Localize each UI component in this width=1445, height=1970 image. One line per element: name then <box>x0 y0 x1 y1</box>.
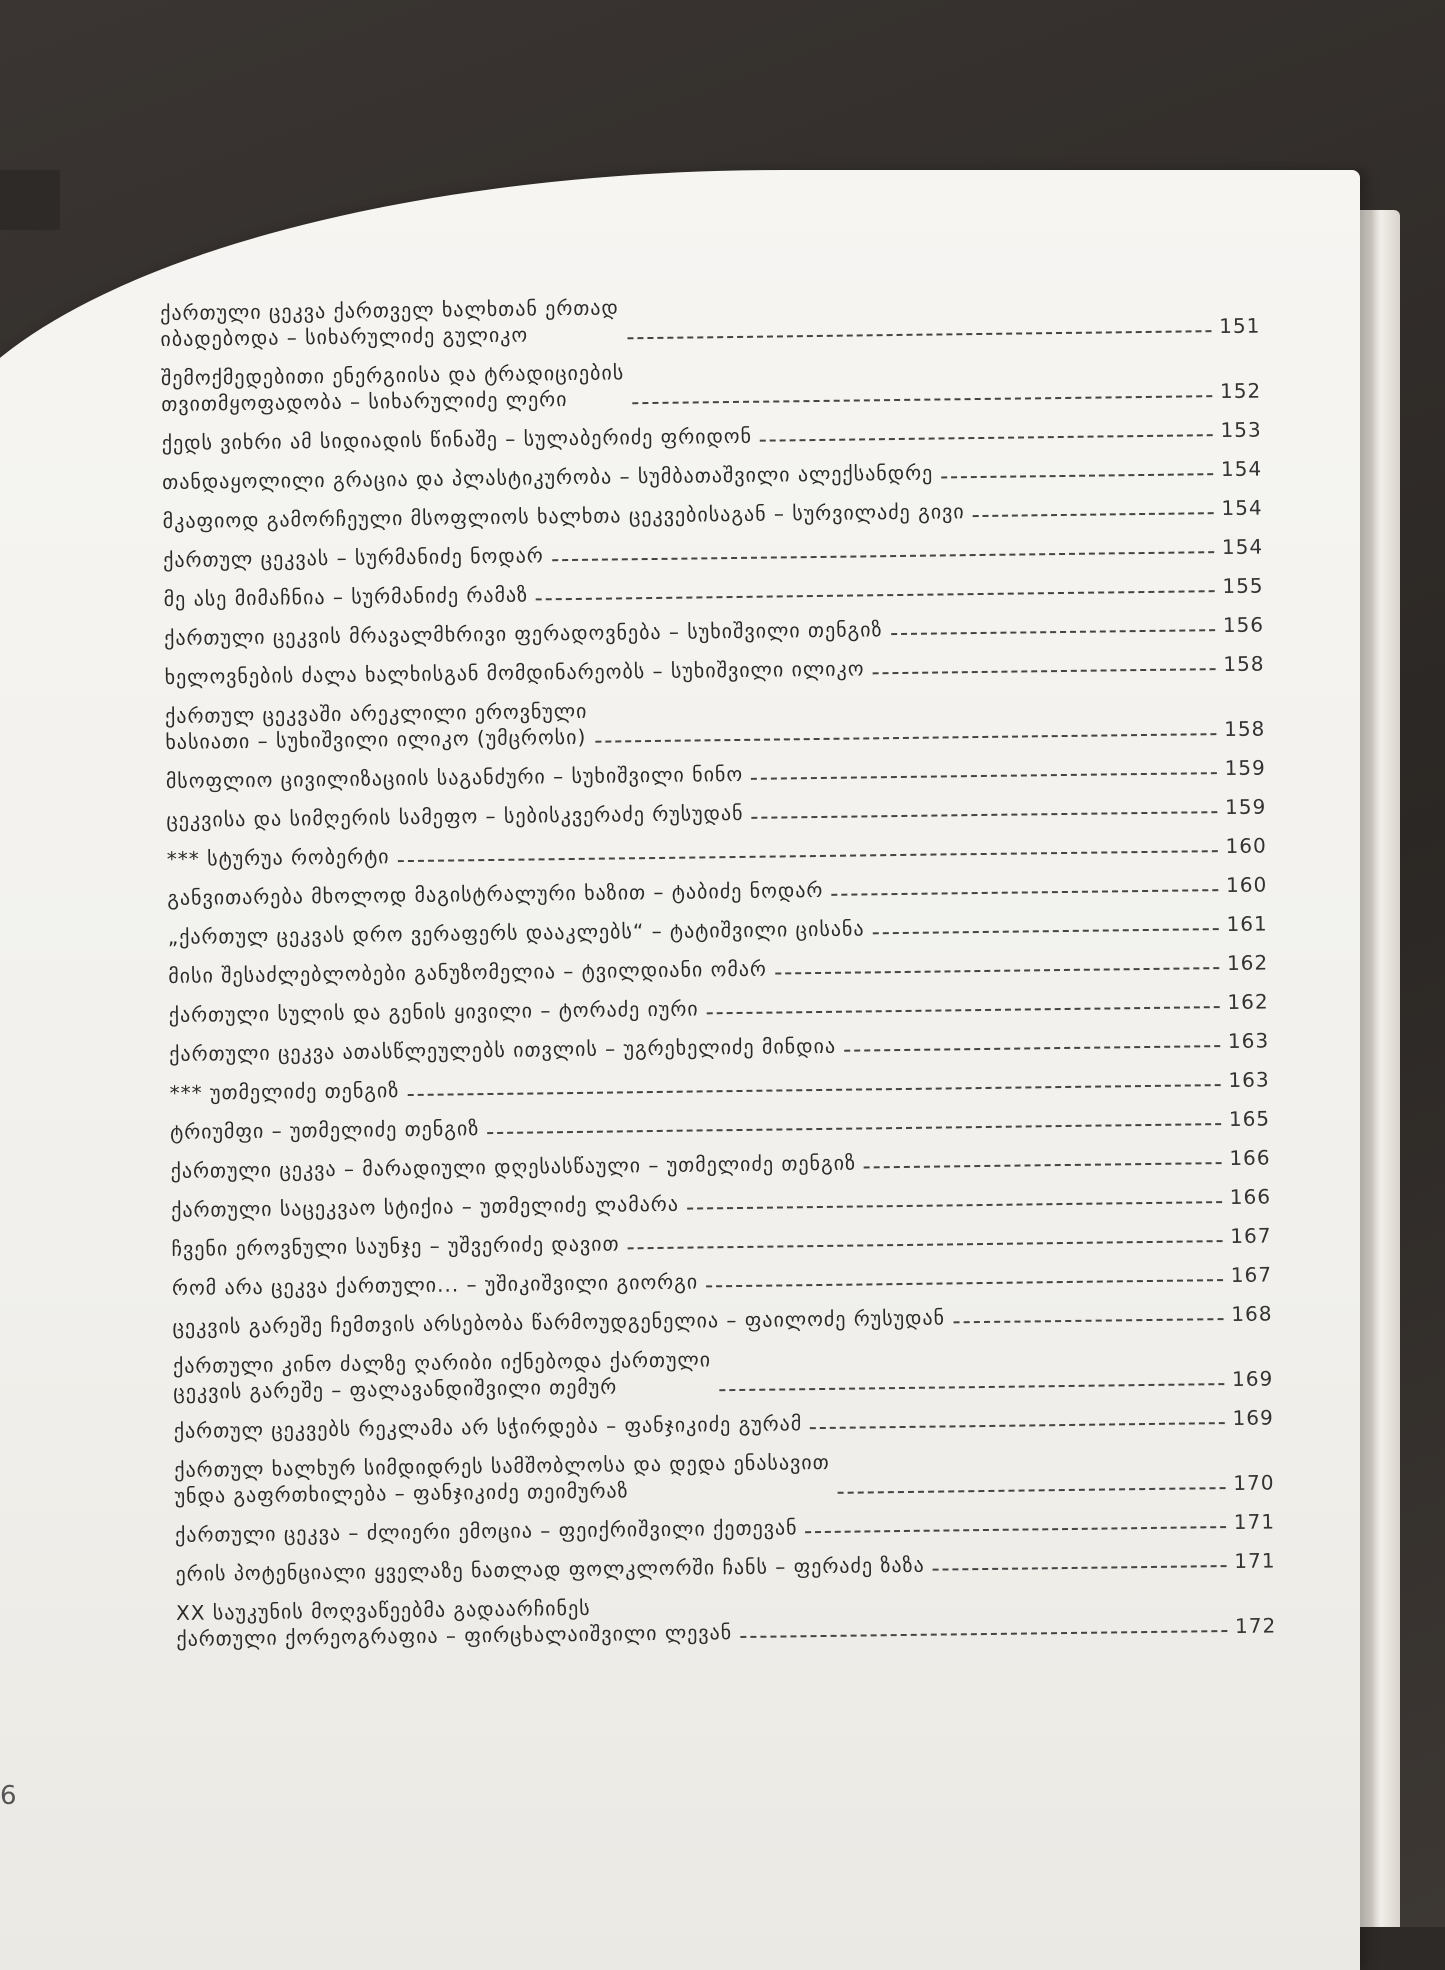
toc-entry <box>169 1028 1269 1067</box>
toc-page-number: 151 <box>1219 313 1261 339</box>
toc-entry <box>169 989 1269 1028</box>
toc-page-number: 168 <box>1231 1301 1273 1326</box>
toc-entry-line: ჩვენი ეროვნული საუნჯე – უშვერიძე დავით <box>171 1231 620 1261</box>
toc-entry-title <box>170 1150 856 1184</box>
toc-entry-title <box>171 1191 679 1223</box>
toc-leader-dashes <box>740 1630 1227 1638</box>
toc-entry-line: ტრიუმფი – უთმელიძე თენგიზ <box>170 1116 480 1144</box>
toc-page-number: 165 <box>1228 1106 1271 1132</box>
toc-entry-line: თვითმყოფადობა – სიხარულიძე ლერი <box>161 387 568 416</box>
toc-page-number: 156 <box>1222 612 1265 638</box>
toc-page-number: 162 <box>1227 989 1269 1015</box>
toc-leader-dashes <box>933 1565 1227 1571</box>
toc-entry-title <box>166 761 744 794</box>
toc-entry-title <box>160 294 619 352</box>
toc-entry-line: ქართულ ცეკვაში არეკლილი ეროვნული <box>164 698 588 728</box>
toc-leader-dashes <box>751 772 1216 780</box>
toc-entry-line: შემოქმედებითი ენერგიისა და ტრადიციების <box>160 360 625 390</box>
cut-off-page-number: 6 <box>0 1781 17 1811</box>
toc-entry <box>166 755 1266 794</box>
toc-entry <box>161 352 1262 417</box>
toc-page-number: 154 <box>1221 534 1264 560</box>
toc-leader-dashes <box>775 967 1219 974</box>
toc-leader-dashes <box>864 1162 1221 1168</box>
toc-entry <box>172 1261 1272 1300</box>
toc-leader-dashes <box>719 1383 1224 1391</box>
toc-page-number: 163 <box>1228 1067 1270 1093</box>
toc-leader-dashes <box>536 590 1214 600</box>
toc-entry <box>163 573 1263 612</box>
toc-entry <box>168 911 1268 950</box>
toc-entry <box>167 833 1267 872</box>
toc-leader-dashes <box>552 551 1214 561</box>
toc-entry-line: ცეკვის გარეშე – ფალავანდიშვილი თემურ <box>173 1374 618 1404</box>
toc-entry-line: ქედს ვიხრი ამ სიდიადის წინაშე – სულაბერიძე ფრიდონ <box>161 423 753 455</box>
toc-entry-title <box>174 1410 803 1444</box>
toc-entry-line: *** უთმელიძე თენგიზ <box>169 1078 400 1105</box>
toc-entry-line: ქართულ ხალხურ სიმდიდრეს სამშობლოსა და დედა ენასავით <box>174 1449 830 1482</box>
toc-entry <box>166 794 1266 833</box>
toc-page-number: 163 <box>1227 1028 1270 1054</box>
toc-entry-title <box>163 582 528 612</box>
toc-entry-title <box>172 1269 698 1301</box>
toc-leader-dashes <box>810 1422 1224 1429</box>
table-of-contents <box>160 287 1277 1665</box>
toc-entry-line: ცეკვისა და სიმღერის სამეფო – სებისკვერაძე რუსუდან <box>166 800 744 832</box>
toc-leader-dashes <box>806 1526 1226 1533</box>
toc-page-number: 159 <box>1224 755 1266 781</box>
toc-page-number: 172 <box>1234 1613 1277 1638</box>
toc-entry-title <box>161 359 625 417</box>
toc-leader-dashes <box>831 889 1218 896</box>
toc-entry-line: იბადებოდა – სიხარულიძე გულიკო <box>160 322 529 351</box>
toc-entry <box>170 1067 1270 1106</box>
toc-page-number: 171 <box>1233 1509 1276 1534</box>
toc-entry <box>163 495 1263 534</box>
toc-page-number: 154 <box>1221 495 1263 521</box>
toc-entry-title <box>168 915 865 950</box>
toc-entry <box>176 1586 1277 1651</box>
toc-page-number: 169 <box>1232 1405 1274 1430</box>
toc-entry-title <box>170 1077 400 1106</box>
toc-entry-line: ქართულ ცეკვას – სურმანიძე ნოდარ <box>163 543 544 572</box>
toc-page-number: 160 <box>1225 833 1267 859</box>
toc-entry-line: *** სტურუა რობერტი <box>166 844 390 871</box>
toc-entry-title <box>176 1593 732 1652</box>
toc-leader-dashes <box>941 473 1213 478</box>
toc-entry-title <box>168 956 767 989</box>
toc-entry-title <box>172 1304 945 1339</box>
toc-leader-dashes <box>953 1318 1223 1323</box>
toc-leader-dashes <box>973 512 1214 517</box>
toc-entry-line: მე ასე მიმაჩნია – სურმანიძე რამაზ <box>163 582 529 611</box>
toc-entry <box>167 872 1267 911</box>
toc-entry <box>173 1339 1274 1404</box>
toc-entry-title <box>174 1449 830 1509</box>
toc-leader-dashes <box>844 1045 1220 1052</box>
toc-page-number: 166 <box>1229 1184 1272 1209</box>
toc-leader-dashes <box>596 733 1216 743</box>
toc-page-number: 160 <box>1225 872 1268 898</box>
toc-entry-title <box>164 655 864 690</box>
toc-page-number: 154 <box>1220 456 1263 482</box>
toc-entry-line: განვითარება მხოლოდ მაგისტრალური ხაზით – ტაბიძე ნოდარ <box>167 877 824 910</box>
toc-leader-dashes <box>838 1487 1225 1494</box>
toc-entry-line: ქართული სულის და გენის ყივილი – ტორაძე იური <box>168 996 699 1027</box>
toc-entry <box>171 1183 1271 1222</box>
toc-leader-dashes <box>707 1006 1220 1014</box>
toc-entry <box>171 1222 1271 1261</box>
toc-entry-title <box>165 698 588 755</box>
toc-leader-dashes <box>760 434 1212 442</box>
toc-entry-title <box>167 843 390 872</box>
toc-entry-line: ერის პოტენციალი ყველაზე ნათლად ფოლკლორში ჩანს – ფერაძე ზაზა <box>175 1552 925 1586</box>
toc-entry <box>174 1404 1274 1443</box>
toc-leader-dashes <box>752 811 1218 819</box>
toc-entry <box>162 417 1262 456</box>
toc-entry-line: ქართულ ცეკვებს რეკლამა არ სჭირდება – ფანჯიკიძე გურამ <box>173 1411 803 1443</box>
toc-entry-title <box>175 1514 798 1548</box>
toc-entry <box>168 950 1268 989</box>
toc-entry <box>170 1106 1270 1145</box>
toc-page-number: 167 <box>1230 1262 1273 1287</box>
toc-entry-line: ხელოვნების ძალა ხალხისგან მომდინარეობს – სუხიშვილი ილიკო <box>164 656 865 689</box>
toc-page-number: 171 <box>1234 1548 1276 1573</box>
toc-entry-title <box>167 877 823 911</box>
toc-entry-line: თანდაყოლილი გრაცია და პლასტიკურობა – სუმბათაშვილი ალექსანდრე <box>162 460 934 494</box>
toc-entry-title <box>163 542 544 573</box>
toc-entry-line: რომ არა ცეკვა ქართული... – უშიკიშვილი გიორგი <box>171 1269 699 1300</box>
toc-entry-line: ქართული ცეკვა – ძლიერი ემოცია – ფეიქრიშვილი ქეთევან <box>174 1515 798 1547</box>
toc-leader-dashes <box>633 395 1213 404</box>
toc-leader-dashes <box>873 928 1219 934</box>
toc-entry-title <box>170 1115 479 1145</box>
toc-page-number: 161 <box>1226 911 1268 937</box>
toc-entry-line: ქართული ცეკვის მრავალმხრივი ფერადოვნება – სუხიშვილი თენგიზ <box>163 617 883 650</box>
toc-entry-title <box>169 995 699 1027</box>
toc-entry-line: მსოფლიო ცივილიზაციის საგანძური – სუხიშვილი ნინო <box>165 761 744 793</box>
toc-entry-line: ქართული ცეკვა ათასწლეულებს ითვლის – უგრეხელიძე მინდია <box>169 1033 837 1066</box>
toc-entry <box>175 1547 1275 1586</box>
page-corner-shadow <box>0 170 60 230</box>
toc-entry-title <box>164 616 883 651</box>
toc-page-number: 170 <box>1233 1470 1275 1495</box>
toc-entry-line: ქართული კინო ძალზე ღარიბი იქნებოდა ქართული <box>172 1347 712 1378</box>
toc-entry <box>163 534 1263 573</box>
toc-page-number: 158 <box>1223 716 1266 742</box>
toc-entry-line: ქართული ცეკვა – მარადიული დღესასწაული – უთმელიძე თენგიზ <box>170 1150 857 1183</box>
toc-entry-title <box>171 1230 619 1261</box>
toc-entry-title <box>162 460 933 495</box>
toc-entry <box>164 651 1264 690</box>
toc-leader-dashes <box>407 1084 1220 1096</box>
toc-page-number: 158 <box>1223 651 1265 677</box>
toc-entry-title <box>163 498 965 534</box>
toc-leader-dashes <box>706 1279 1223 1287</box>
toc-entry-line: ხასიათი – სუხიშვილი ილიკო (უმცროსი) <box>165 724 587 754</box>
toc-page-number: 152 <box>1219 378 1262 404</box>
toc-entry <box>174 1443 1275 1508</box>
toc-page-number: 155 <box>1222 573 1264 599</box>
toc-entry-line: ცეკვის გარეშე ჩემთვის არსებობა წარმოუდგენელია – ფაილოძე რუსუდან <box>172 1305 946 1339</box>
toc-page-number: 167 <box>1230 1223 1272 1248</box>
toc-entry-title <box>169 1033 836 1067</box>
toc-leader-dashes <box>627 330 1211 339</box>
toc-leader-dashes <box>628 1240 1223 1249</box>
toc-entry-line: ქართული ცეკვა ქართველ ხალხთან ერთად <box>160 295 619 325</box>
toc-entry-line: „ქართულ ცეკვას დრო ვერაფერს დააკლებს“ – ტატიშვილი ცისანა <box>167 916 865 949</box>
toc-entry-title <box>166 800 744 833</box>
toc-page-number: 153 <box>1220 417 1262 443</box>
toc-leader-dashes <box>487 1123 1221 1134</box>
toc-leader-dashes <box>398 850 1218 862</box>
toc-entry <box>165 690 1266 755</box>
toc-leader-dashes <box>873 668 1216 674</box>
toc-page-number: 169 <box>1231 1366 1274 1391</box>
toc-page-number: 159 <box>1224 794 1267 820</box>
toc-entry-title <box>173 1346 712 1405</box>
toc-entry-line: მისი შესაძლებლობები განუზომელია – ტვილდიანი ომარ <box>168 956 768 988</box>
toc-entry-title <box>162 423 753 456</box>
toc-entry <box>172 1300 1272 1339</box>
toc-leader-dashes <box>687 1201 1222 1210</box>
toc-leader-dashes <box>891 629 1215 635</box>
toc-entry-line: XX საუკუნის მოღვაწეებმა გადაარჩინეს <box>175 1595 591 1625</box>
toc-page-number: 162 <box>1226 950 1269 976</box>
toc-entry-line: ქართული საცეკვაო სტიქია – უთმელიძე ლამარა <box>170 1191 680 1222</box>
toc-entry <box>162 456 1262 495</box>
toc-entry <box>170 1144 1270 1183</box>
toc-entry <box>164 612 1264 651</box>
toc-entry-line: უნდა გაფრთხილება – ფანჯიკიძე თეიმურაზ <box>174 1478 629 1508</box>
toc-entry-title <box>175 1552 924 1587</box>
toc-entry <box>175 1508 1275 1547</box>
toc-page-number: 166 <box>1229 1145 1271 1170</box>
toc-entry-line: მკაფიოდ გამორჩეული მსოფლიოს ხალხთა ცეკვებისაგან – სურვილაძე გივი <box>162 499 965 533</box>
toc-entry-line: ქართული ქორეოგრაფია – ფირცხალაიშვილი ლევან <box>176 1620 733 1651</box>
